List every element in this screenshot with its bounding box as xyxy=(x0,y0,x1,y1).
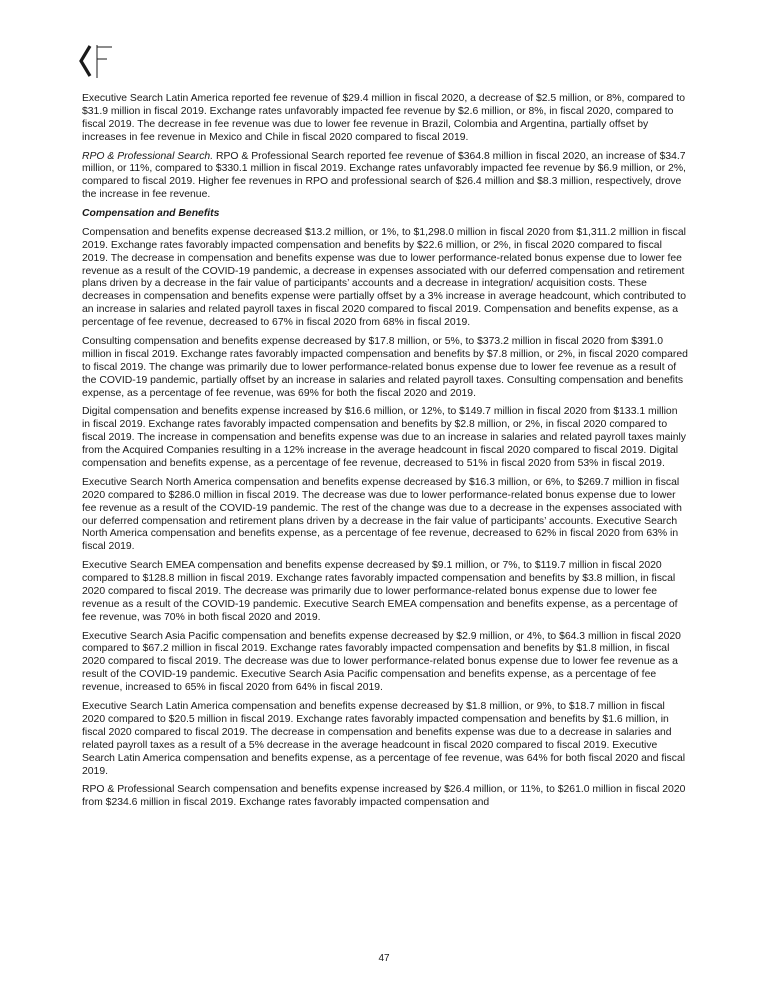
paragraph-latam-fee-revenue: Executive Search Latin America reported fee revenue of $29.4 million in fiscal 2020, a decrease of $2.5 million, or 8%, compared to $31.9 million in fiscal 2019. Exchange rates unfavorably impacted fee revenue by $2.6 million, or 8%, in fiscal 2020, compared to fiscal 2019. The decrease in fee revenue was due to lower fee revenue in Brazil, Colombia and Argentina, partially offset by increases in fee revenue in Mexico and Chile in fiscal 2020 compared to fiscal 2019. xyxy=(82,93,685,143)
paragraph-digital-compensation: Digital compensation and benefits expense increased by $16.6 million, or 12%, to $149.7 million in fiscal 2020 from $133.1 million in fiscal 2019. Exchange rates favorably impacted compensation and benefits by $2.8 million, or 2%, in fiscal 2020 compared to fiscal 2019. The increase in compensation and benefits expense was due to an increase in salaries and related payroll taxes mainly from the Acquired Companies resulting in a 12% increase in the average headcount in fiscal 2020 compared to fiscal 2019. Digital compensation and benefits expense, as a percentage of fee revenue, decreased to 51% in fiscal 2020 from 53% in fiscal 2019. xyxy=(82,406,686,470)
paragraph-latam-compensation: Executive Search Latin America compensation and benefits expense decreased by $1.8 million, or 9%, to $18.7 million in fiscal 2020 compared to $20.5 million in fiscal 2019. Exchange rates favorably impacted compensation and benefits by $1.6 million, in fiscal 2020 compared to fiscal 2019. The decrease in compensation and benefits expense was due to a decrease in salaries and related payroll taxes as a result of a 5% decrease in the average headcount in fiscal 2020 compared to fiscal 2019. Executive Search Latin America compensation and benefits expense, as a percentage of fee revenue, was 64% for both fiscal 2020 and fiscal 2019. xyxy=(82,700,686,777)
kf-logo xyxy=(79,44,119,78)
paragraph-consulting-compensation: Consulting compensation and benefits expense decreased by $17.8 million, or 5%, to $373.2 million in fiscal 2020 from $391.0 million in fiscal 2019. Exchange rates favorably impacted compensation and benefits by $7.8 million, or 2%, in fiscal 2020 compared to fiscal 2019. The change was primarily due to lower performance-related bonus expense due to lower fee revenue as a result of the COVID-19 pandemic, partially offset by an increase in salaries and related payroll taxes. Consulting compensation and benefits expense, as a percentage of fee revenue, was 69% for both the fiscal 2020 and 2019. xyxy=(82,335,688,399)
section-heading-compensation: Compensation and Benefits xyxy=(82,208,220,220)
paragraph-rpo-compensation: RPO & Professional Search compensation and benefits expense increased by $26.4 million, or 11%, to $261.0 million in fiscal 2020 from $234.6 million in fiscal 2019. Exchange rates favorably impacted compensation and xyxy=(82,784,686,809)
logo-k-stroke xyxy=(81,46,90,76)
document-body xyxy=(82,93,688,816)
paragraph-na-compensation: Executive Search North America compensation and benefits expense decreased by $16.3 million, or 6%, to $269.7 million in fiscal 2020 compared to $286.0 million in fiscal 2019. The decrease was due to lower performance-related bonus expense due to lower fee revenue as a result of the COVID-19 pandemic. The rest of the change was due to a decrease in the expenses associated with our deferred compensation and retirement plans driven by a decrease in the fair value of participants’ accounts. Executive Search North America compensation and benefits expense, as a percentage of fee revenue, decreased to 62% in fiscal 2020 from 63% in fiscal 2019. xyxy=(82,476,682,553)
paragraph-lead-rpo: RPO & Professional Search. xyxy=(82,150,214,162)
paragraph-apac-compensation: Executive Search Asia Pacific compensation and benefits expense decreased by $2.9 million, or 4%, to $64.3 million in fiscal 2020 compared to $67.2 million in fiscal 2019. Exchange rates favorably impacted compensation and benefits by $1.8 million, in fiscal 2020 compared to fiscal 2019. The decrease was due to lower performance-related bonus expense due to lower fee revenue as a result of the COVID-19 pandemic. Executive Search Asia Pacific compensation and benefits expense, as a percentage of fee revenue, increased to 65% in fiscal 2020 from 64% in fiscal 2019. xyxy=(82,630,681,694)
paragraph-rpo-body: RPO & Professional Search reported fee revenue of $364.8 million in fiscal 2020, an increase of $34.7 million, or 11%, compared to $330.1 million in fiscal 2019. Exchange rates unfavorably impacted fee revenue by $6.9 million, or 2%, compared to fiscal 2019. Higher fee revenues in RPO and professional search of $26.4 million and $8.3 million, respectively, drove the increase in fee revenue. xyxy=(82,150,686,201)
paragraph-emea-compensation: Executive Search EMEA compensation and benefits expense decreased by $9.1 million, or 7%, to $119.7 million in fiscal 2020 compared to $128.8 million in fiscal 2019. Exchange rates favorably impacted compensation and benefits by $3.8 million, in fiscal 2020 compared to fiscal 2019. The decrease was primarily due to lower performance-related bonus expense due to lower fee revenue as a result of the COVID-19 pandemic. Executive Search EMEA compensation and benefits expense, as a percentage of fee revenue, was 70% in both fiscal 2020 and 2019. xyxy=(82,560,678,623)
paragraph-rpo-fee-revenue xyxy=(82,151,688,203)
page-number: 47 xyxy=(378,953,390,964)
paragraph-total-compensation: Compensation and benefits expense decreased $13.2 million, or 1%, to $1,298.0 million in fiscal 2020 from $1,311.2 million in fiscal 2019. Exchange rates favorably impacted compensation and benefits by $22.6 million, or 2%, in fiscal 2020 compared to fiscal 2019. The decrease in compensation and benefits expense was due to lower performance-related bonus expense due to lower fee revenue as a result of the COVID-19 pandemic, a decrease in expenses associated with our deferred compensation and retirement plans driven by a decrease in the fair value of participants’ accounts and a decrease in integration/ acquisition costs. These decreases in compensation and benefits expense were partially offset by a 3% increase in average headcount, which contributed to an increase in salaries and related payroll taxes in fiscal 2020 compared to fiscal 2019. Compensation and benefits expense, as a percentage of fee revenue, decreased to 67% in fiscal 2020 from 68% in fiscal 2019. xyxy=(82,226,686,329)
